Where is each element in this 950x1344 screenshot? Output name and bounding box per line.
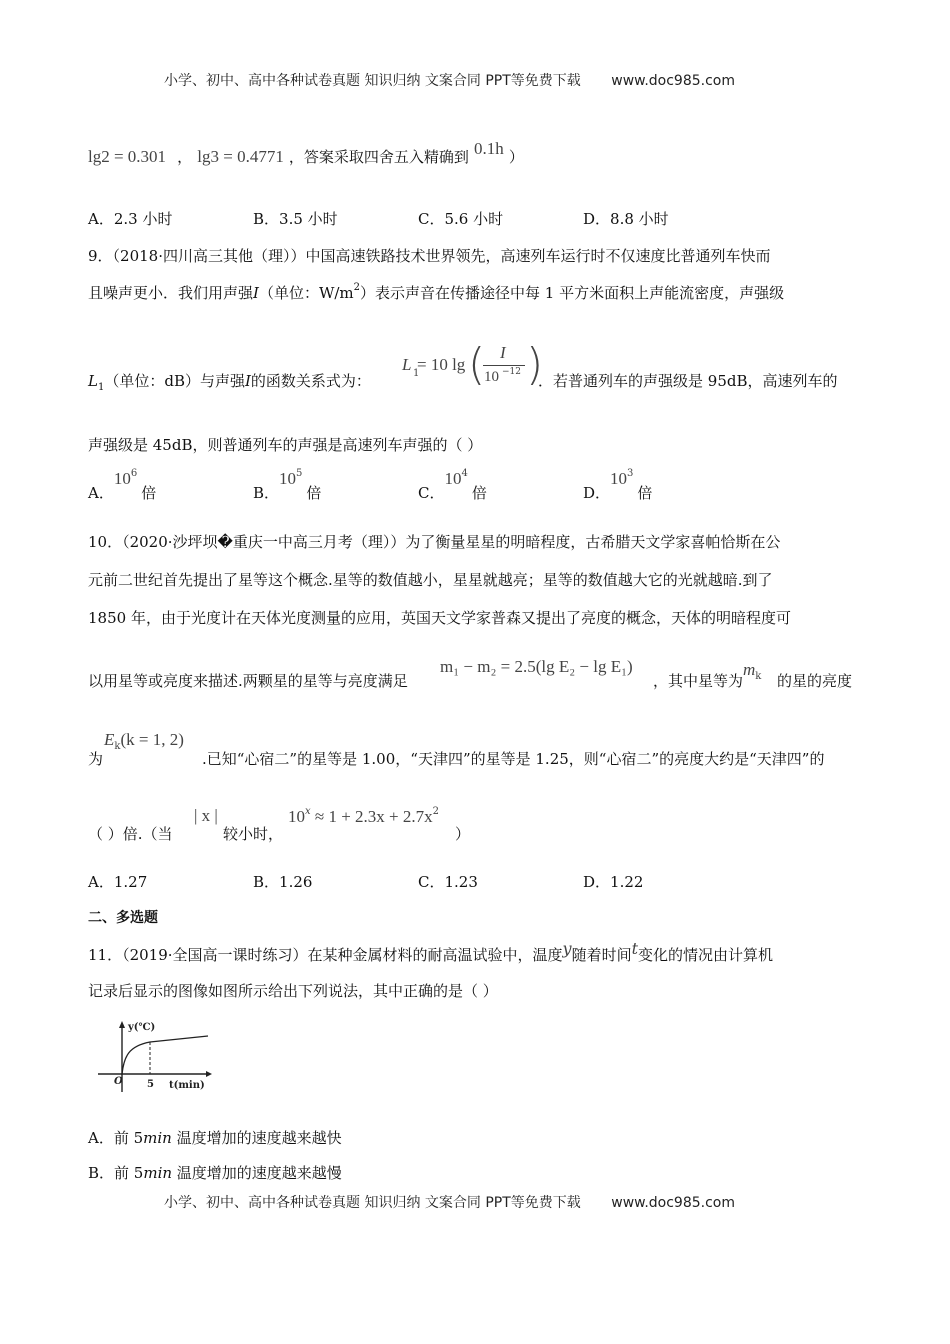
formula-denominator: 10 [484, 369, 499, 385]
q10-text: 以用星等或亮度来描述.两颗星的星等与亮度满足 [88, 672, 408, 690]
option-text: 温度增加的速度越来越快 [171, 1129, 342, 1147]
q10-line-4-mid: ，其中星等为 [653, 672, 744, 690]
q9-superscript: 2 [353, 282, 361, 293]
q10-line-4-tail: 的星的亮度 [777, 672, 853, 690]
option-unit: min [143, 1164, 173, 1182]
option-text: 1.23 [444, 873, 478, 891]
q9-option-d[interactable] [583, 468, 653, 502]
option-label: C． [418, 873, 445, 891]
option-unit: 倍 [637, 484, 653, 502]
formula-left-paren: ( [468, 339, 486, 390]
q9-text: （单位：W/m [258, 284, 354, 302]
formula-base: 10 [288, 807, 305, 826]
q9-option-b[interactable] [253, 468, 322, 502]
option-text: 1.22 [610, 873, 644, 891]
q10-line-5a: 为 [88, 750, 104, 768]
q10-line-6: （ ）倍.（当 [88, 825, 173, 843]
option-base: 10 [610, 469, 628, 488]
graph-origin-label: O [114, 1076, 123, 1087]
q9-line-3 [88, 370, 371, 391]
formula-rhs: ≈ 1 + 2.3x + 2.7x [310, 807, 433, 826]
formula-E: E [104, 730, 115, 749]
q9-text: ）表示声音在传播途径中每 1 平方米面积上声能流密度，声强级 [360, 284, 785, 302]
option-text: 3.5 小时 [279, 210, 338, 228]
option-label: D． [583, 210, 611, 228]
q10-line-6-mid: 较小时， [223, 825, 284, 843]
q10-option-d[interactable] [583, 871, 643, 892]
header-url: www.doc985.com [611, 73, 735, 89]
option-label: C． [418, 484, 445, 502]
page-footer [164, 1192, 735, 1212]
q11-var-y: y [562, 939, 572, 958]
q10-line-4 [88, 670, 408, 691]
option-label: B． [253, 210, 280, 228]
q8-comma: ， [177, 148, 193, 166]
option-label: D． [583, 484, 611, 502]
formula-m: m [743, 660, 756, 679]
q9-line-3-tail: ．若普通列车的声强级是 95dB，高速列车的 [538, 372, 838, 390]
option-exp: 3 [627, 468, 634, 479]
q8-option-a[interactable] [88, 208, 172, 229]
q10-line-5: .已知“心宿二”的星等是 1.00，“天津四”的星等是 1.25，则“心宿二”的亮度大约是“天津四”的 [202, 750, 825, 768]
q10-option-a[interactable] [88, 871, 147, 892]
option-text: 5.6 小时 [444, 210, 504, 228]
q11-text: 11．（2019·全国高一课时练习）在某种金属材料的耐高温试验中，温度 [88, 946, 563, 964]
option-label: B． [253, 484, 280, 502]
option-exp: 4 [461, 468, 468, 479]
graph-x-arrow [206, 1071, 212, 1077]
formula-exp: x [305, 806, 311, 817]
header-text: 小学、初中、高中各种试卷真题 知识归纳 文案合同 PPT等免费下载 [164, 73, 581, 89]
option-label: A． [88, 210, 114, 228]
q9-var-L: L [88, 372, 98, 390]
graph-tick-label: 5 [147, 1079, 154, 1090]
formula-right-paren: ) [526, 339, 544, 390]
graph-x-label: t(min) [169, 1080, 205, 1091]
q9-text: 且噪声更小．我们用声强 [88, 284, 254, 302]
q8-close: ） [508, 148, 524, 166]
formula-eq: = 10 lg [417, 355, 466, 374]
q10-formula-absx: | x | [194, 806, 218, 825]
option-unit: 倍 [306, 484, 322, 502]
formula-subscript: k [755, 671, 762, 682]
option-text: 1.27 [113, 873, 148, 891]
formula-subscript: 1 [413, 368, 420, 379]
q9-text: （单位：dB）与声强 [104, 372, 245, 390]
option-label: C． [418, 210, 445, 228]
option-text: 1.26 [279, 873, 313, 891]
q8-conditions [88, 139, 524, 167]
q9-var-I: I [244, 372, 251, 390]
option-text: 8.8 小时 [610, 210, 669, 228]
q9-line-4: 声强级是 45dB，则普通列车的声强是高速列车声强的（ ） [88, 436, 483, 454]
option-unit: 倍 [141, 484, 157, 502]
q10-line-1: 10．（2020·沙坪坝�重庆一中高三月考（理））为了衡量星星的明暗程度，古希腊天文学家喜帕恰斯在公 [88, 533, 781, 551]
formula-subscript: k [114, 741, 121, 752]
option-exp: 6 [130, 468, 138, 479]
option-label: B． [253, 873, 280, 891]
q9-option-a[interactable] [88, 468, 157, 502]
graph-y-arrow [119, 1021, 125, 1028]
formula-numerator: I [500, 343, 506, 362]
q9-option-c[interactable] [418, 468, 487, 502]
graph-curve [122, 1036, 208, 1074]
option-base: 10 [279, 469, 297, 488]
q8-formula-precision: 0.1h [474, 139, 504, 158]
option-number: 前 5 [113, 1129, 144, 1147]
fraction-bar [483, 365, 525, 366]
option-unit: min [143, 1129, 172, 1147]
q11-temperature-graph [94, 1018, 214, 1096]
option-label: A． [88, 873, 114, 891]
formula-k-range: (k = 1, 2) [120, 730, 184, 749]
formula-square: 2 [432, 806, 440, 817]
q9-subscript: 1 [97, 382, 105, 393]
q10-line-2: 元前二世纪首先提出了星等这个概念.星等的数值越小，星星就越亮；星等的数值越大它的光就越暗.到了 [88, 571, 773, 589]
option-number: 前 5 [114, 1164, 144, 1182]
q10-formula-Ek [104, 730, 184, 750]
option-base: 10 [444, 469, 462, 488]
q9-var-I: I [253, 284, 259, 302]
option-label: A． [88, 484, 114, 502]
q9-line-1: 9．（2018·四川高三其他（理））中国高速铁路技术世界领先，高速列车运行时不仅速度比普通列车快而 [88, 247, 771, 265]
option-text: 温度增加的速度越来越慢 [172, 1164, 342, 1182]
q10-option-c[interactable] [418, 871, 478, 892]
q8-text: ，答案采取四舍五入精确到 [288, 148, 469, 166]
q11-var-t: t [631, 939, 639, 958]
q9-text: 的函数关系式为： [250, 372, 371, 390]
page-header [164, 70, 735, 90]
option-exp: 5 [296, 468, 303, 479]
option-text: 2.3 小时 [113, 210, 173, 228]
graph-y-label: y(℃) [128, 1022, 156, 1033]
q9-line-2 [88, 282, 784, 303]
q11-line-1 [88, 939, 774, 965]
q11-option-b[interactable] [88, 1162, 342, 1183]
q10-formula-mk [743, 660, 761, 680]
q8-formula-lg2: lg2 = 0.301 [88, 147, 167, 166]
formula-L: L [402, 355, 412, 374]
q10-line-3: 1850 年，由于光度计在天体光度测量的应用，英国天文学家普森又提出了亮度的概念，天体的明暗程度可 [88, 609, 791, 627]
q8-option-b[interactable] [253, 208, 338, 229]
q9-formula [402, 339, 544, 393]
q8-option-c[interactable] [418, 208, 503, 229]
option-label: A． [88, 1129, 114, 1147]
q8-option-d[interactable] [583, 208, 669, 229]
q10-option-b[interactable] [253, 871, 312, 892]
formula-denominator-exp: −12 [502, 367, 521, 377]
option-label: B． [88, 1164, 115, 1182]
q11-text: 变化的情况由计算机 [638, 946, 774, 964]
option-base: 10 [113, 469, 131, 488]
q10-formula-approx [288, 807, 439, 827]
q10-formula-magnitude: m₁ − m₂ = 2.5(lg E₂ − lg E₁) [440, 657, 633, 676]
q11-line-2: 记录后显示的图像如图所示给出下列说法，其中正确的是（ ） [88, 982, 498, 1000]
q8-formula-lg3: lg3 = 0.4771 [197, 147, 284, 166]
q10-line-6-tail: ） [455, 825, 471, 843]
section-title-multiple-choice: 二、多选题 [88, 910, 158, 926]
footer-url: www.doc985.com [611, 1195, 735, 1211]
footer-text: 小学、初中、高中各种试卷真题 知识归纳 文案合同 PPT等免费下载 [164, 1195, 581, 1211]
q11-option-a[interactable] [88, 1127, 342, 1148]
option-label: D． [583, 873, 611, 891]
option-unit: 倍 [471, 484, 487, 502]
q11-text: 随着时间 [571, 946, 632, 964]
